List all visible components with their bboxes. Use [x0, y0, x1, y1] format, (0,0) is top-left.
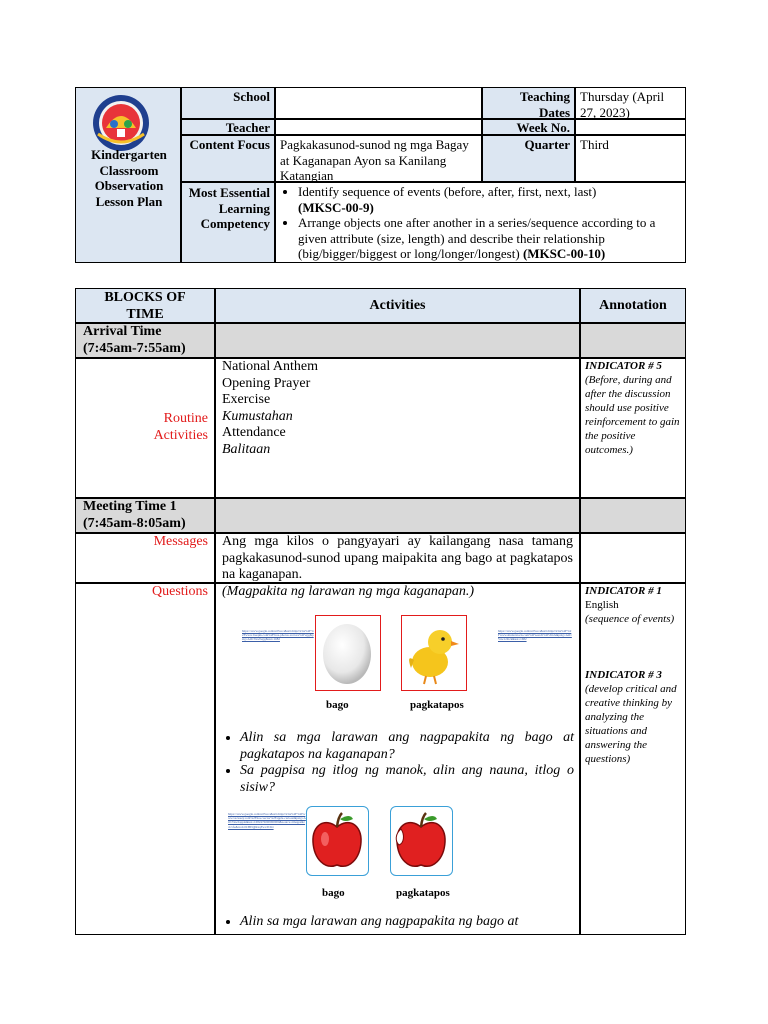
school-label: School — [181, 87, 275, 119]
indicator-1-title: INDICATOR # 1 — [585, 585, 662, 597]
chick-icon — [402, 616, 465, 689]
routine-item-balitaan: Balitaan — [222, 441, 271, 457]
question-2: • Sa pagpisa ng itlog ng manok, alin ang nauna, itlog o sisiw? — [240, 763, 574, 796]
apple-image-frame — [306, 806, 369, 876]
teacher-label: Teacher — [181, 119, 275, 135]
indicator-1-lang: English — [585, 599, 619, 611]
col-header-annotation — [580, 288, 686, 323]
apple-icon — [307, 807, 367, 874]
egg-image-source-link[interactable]: https://www.google.com/url?sa=i&url=https%3A%2F%2Fwww.freepik.com%2Ffree-photos-vectors%2Fegg&psig=AOvVaw0egg&ust=1682 — [242, 629, 314, 642]
col-header-blocks: BLOCKS OF TIME — [75, 288, 215, 323]
melc-cell — [275, 182, 686, 263]
bitten-apple-icon — [391, 807, 451, 874]
annotation-spacer — [585, 626, 681, 668]
apple-caption: bago — [322, 887, 345, 899]
main-table — [75, 288, 686, 935]
bitten-apple-caption: pagkatapos — [396, 887, 450, 899]
week-label: Week No. — [482, 119, 575, 135]
activities-header-text: Activities — [369, 298, 426, 313]
annotation-header-text: Annotation — [599, 298, 667, 313]
chick-image-frame — [401, 615, 467, 691]
chick-image-source-link[interactable]: https://www.google.com/url?sa=i&url=https%3A%2F%2Fwww.shutterstock.com%2Fsearch%2Fchick&psig=AOvVaw1chick&ust=1682 — [498, 629, 572, 642]
routine-item-prayer: Opening Prayer — [222, 375, 311, 391]
quarter-label: Quarter — [482, 135, 575, 182]
routine-label: Routine Activities — [75, 358, 215, 498]
questions-label: Questions — [75, 583, 215, 935]
chick-caption: pagkatapos — [410, 699, 464, 711]
routine-item-exercise: Exercise — [222, 392, 271, 407]
melc-item-1 — [298, 184, 681, 215]
egg-caption: bago — [326, 699, 349, 711]
melc-2-text: Arrange objects one after another in a series/sequence according to a given attribute (size, length) and describe their relationship (big/bigger/biggest or long/longer/longest) — [298, 215, 656, 261]
melc-item-2 — [298, 215, 681, 262]
questions-annotation-cell — [580, 583, 686, 935]
routine-item-attendance: Attendance — [222, 425, 286, 440]
apple-image-source-link[interactable]: https://www.google.com/url?sa=i&url=https%3A%2F%2Fwww.vecteezy.com%2Ffree-vector%2Fapple-cartoon&psig=AOvVaw2apple&ust=1682476000000000&source=images&cd=vfe&ved=0CBEQjRxqFwoTCKi — [228, 812, 306, 829]
arrival-annotation-cell — [580, 323, 686, 358]
questions-list-1 — [222, 730, 574, 796]
plan-title: Kindergarten Classroom Observation Lesson Plan — [91, 147, 167, 209]
meeting-time: Meeting Time 1 (7:45am-8:05am) — [75, 498, 215, 533]
melc-1-code: (MKSC-00-9) — [298, 199, 374, 215]
col-header-activities — [215, 288, 580, 323]
questions-activities-cell — [215, 583, 580, 935]
melc-2-code: (MKSC-00-10) — [522, 246, 606, 261]
week-value — [575, 119, 686, 135]
indicator-5-title: INDICATOR # 5 — [585, 360, 662, 372]
quarter-value: Third — [575, 135, 686, 182]
egg-image-frame — [315, 615, 381, 691]
routine-annotation-cell — [580, 358, 686, 498]
indicator-3-title: INDICATOR # 3 — [585, 669, 662, 681]
indicator-1-text: (sequence of events) — [585, 613, 675, 625]
routine-item-kumustahan: Kumustahan — [222, 408, 293, 424]
question-3: • Alin sa mga larawan ang nagpapakita ng bago at — [240, 914, 574, 931]
indicator-3-text: (develop critical and creative thinking by analyzing the situations and answering the questions) — [585, 683, 677, 765]
content-focus-label: Content Focus — [181, 135, 275, 182]
routine-item-anthem: National Anthem — [222, 359, 319, 374]
teaching-dates-label: Teaching Dates — [482, 87, 575, 119]
routine-activities-cell — [215, 358, 580, 498]
melc-1-text: Identify sequence of events (before, after, first, next, last) — [298, 184, 597, 199]
meeting-activities-cell — [215, 498, 580, 533]
questions-list-2 — [222, 914, 574, 934]
indicator-5-text: (Before, during and after the discussion should use positive reinforcement to gain the positive outcomes.) — [585, 374, 680, 456]
header-table — [75, 87, 686, 263]
messages-annotation-cell — [580, 533, 686, 583]
teaching-dates-value: Thursday (April 27, 2023) — [575, 87, 686, 119]
school-value — [275, 87, 482, 119]
messages-text: Ang mga kilos o pangyayari ay kailangang nasa tamang pagkakasunod-sunod upang maipakita ang bago at pagkatapos na kaganapan. — [215, 533, 580, 583]
meeting-annotation-cell — [580, 498, 686, 533]
logo-cell — [75, 87, 181, 263]
questions-intro: (Magpakita ng larawan ng mga kaganapan.) — [222, 584, 474, 599]
teacher-value — [275, 119, 482, 135]
melc-label: Most Essential Learning Competency — [181, 182, 275, 263]
arrival-activities-cell — [215, 323, 580, 358]
question-1: • Alin sa mga larawan ang nagpapakita ng bago at pagkatapos na kaganapan? — [240, 730, 574, 763]
messages-label: Messages — [75, 533, 215, 583]
egg-icon — [316, 616, 379, 689]
bitten-apple-image-frame — [390, 806, 453, 876]
arrival-time: Arrival Time (7:45am-7:55am) — [75, 323, 215, 358]
school-seal-logo — [92, 94, 150, 152]
content-focus-value: Pagkakasunod-sunod ng mga Bagay at Kaganapan Ayon sa Kanilang Katangian — [275, 135, 482, 182]
